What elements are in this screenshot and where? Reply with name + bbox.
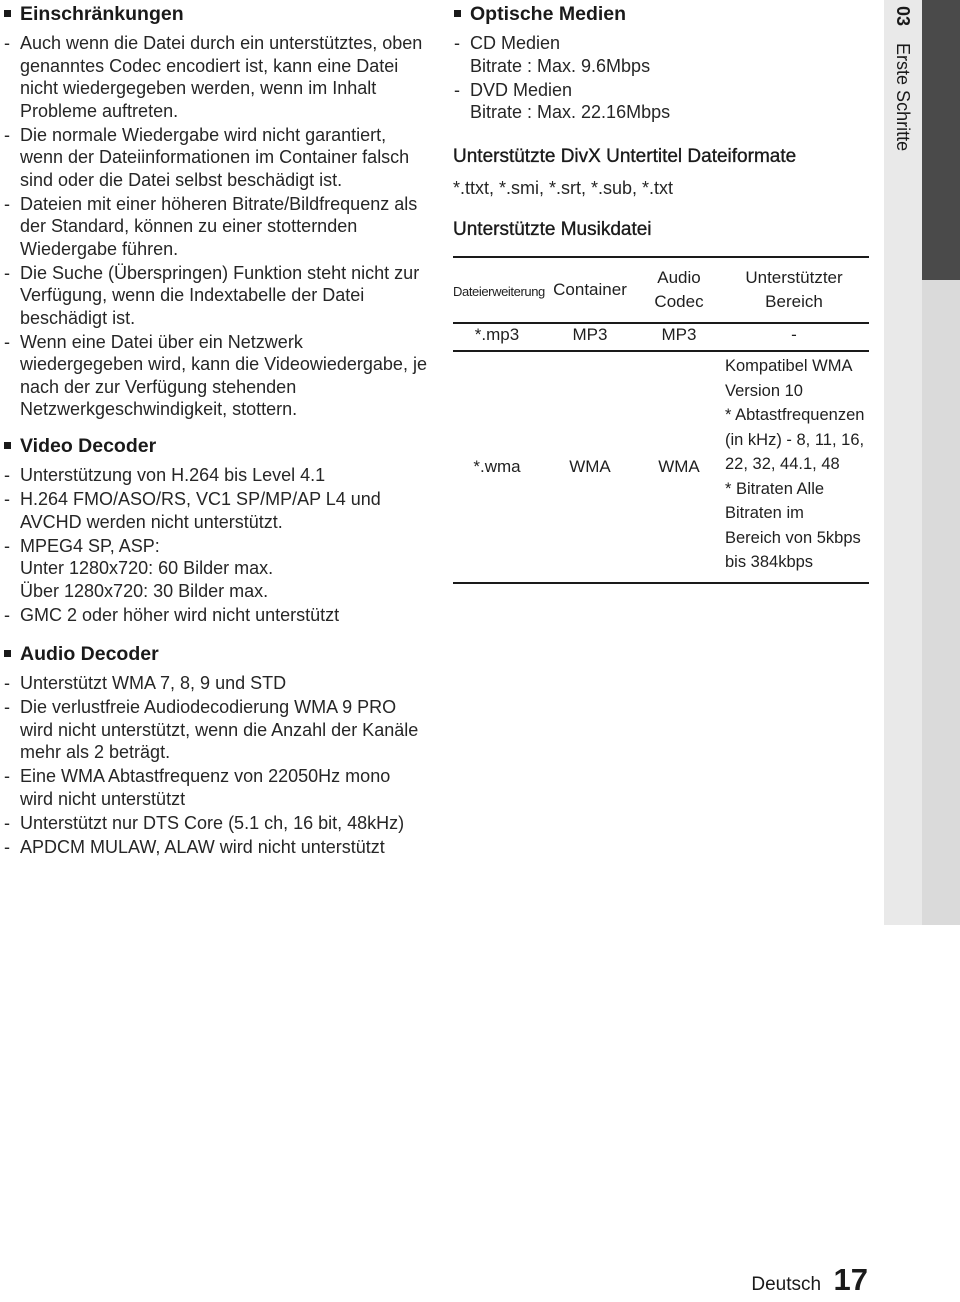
- table-header-extension: Dateierweiterung: [453, 284, 545, 299]
- list-item: - MPEG4 SP, ASP: Unter 1280x720: 60 Bilder max. Über 1280x720: 30 Bilder max.: [2, 535, 427, 603]
- chapter-number: 03: [893, 6, 913, 27]
- section-audio-decoder: [2, 642, 427, 860]
- list-item: - CD Medien Bitrate : Max. 9.6Mbps: [452, 32, 872, 77]
- list-item: - DVD Medien Bitrate : Max. 22.16Mbps: [452, 79, 872, 124]
- section-heading: Audio Decoder: [2, 642, 427, 666]
- footer-language: Deutsch: [751, 1274, 822, 1295]
- cell-container: MP3: [572, 325, 608, 344]
- table-rule: [453, 256, 869, 258]
- list-item: - Unterstützung von H.264 bis Level 4.1: [2, 464, 427, 487]
- list-item: - Die normale Wiedergabe wird nicht garantiert, wenn der Dateiinformationen im Container falsch sind oder die Datei selbst beschädigt ist.: [2, 124, 427, 192]
- cell-container: WMA: [569, 457, 611, 476]
- list-item: - Auch wenn die Datei durch ein unterstütztes, oben genanntes Codec encodiert ist, kann eine Datei nicht wiedergegeben werden, wenn im Inhalt Probleme auftreten.: [2, 32, 427, 122]
- list-item: - Die Suche (Überspringen) Funktion steht nicht zur Verfügung, wenn die Indextabelle der Datei beschädigt ist.: [2, 262, 427, 330]
- section-einschraenkungen: [2, 2, 427, 422]
- chapter-title: Erste Schritte: [893, 43, 913, 152]
- table-header-range: Unterstützter Bereich: [745, 268, 843, 311]
- divx-subtitle-heading: Unterstützte DivX Untertitel Dateiformate: [453, 146, 797, 167]
- list-item: - APDCM MULAW, ALAW wird nicht unterstützt: [2, 836, 427, 859]
- side-tab-label: [891, 6, 915, 186]
- list-item: - H.264 FMO/ASO/RS, VC1 SP/MP/AP L4 und AVCHD werden nicht unterstützt.: [2, 488, 427, 533]
- section-heading: Einschränkungen: [2, 2, 427, 26]
- table-header-container: Container: [553, 280, 627, 299]
- page-number: 17: [833, 1262, 868, 1297]
- list-item: - GMC 2 oder höher wird nicht unterstützt: [2, 604, 427, 627]
- cell-extension: *.wma: [473, 457, 521, 476]
- page-footer: [751, 1262, 868, 1302]
- table-rule: [453, 582, 869, 584]
- list-item: - Unterstützt nur DTS Core (5.1 ch, 16 bit, 48kHz): [2, 812, 427, 835]
- table-rule: [453, 350, 869, 352]
- section-optische-medien: [452, 2, 872, 125]
- table-header-codec: Audio Codec: [654, 268, 704, 311]
- cell-codec: MP3: [661, 325, 697, 344]
- side-tab-dark-strip: [922, 0, 960, 280]
- divx-subtitle-formats: *.ttxt, *.smi, *.srt, *.sub, *.txt: [453, 178, 674, 198]
- music-file-heading: Unterstützte Musikdatei: [453, 219, 652, 240]
- list-item: - Wenn eine Datei über ein Netzwerk wiedergegeben wird, kann die Videowiedergabe, je nach der zur Verfügung stehenden Netzwerkgeschwindigkeit, stottern.: [2, 331, 427, 421]
- cell-extension: *.mp3: [474, 325, 520, 344]
- section-heading: Optische Medien: [452, 2, 872, 26]
- cell-codec: WMA: [658, 457, 700, 476]
- list-item: - Eine WMA Abtastfrequenz von 22050Hz mono wird nicht unterstützt: [2, 765, 427, 810]
- cell-range: Kompatibel WMA Version 10 * Abtastfrequenzen (in kHz) - 8, 11, 16, 22, 32, 44.1, 48 * Bitraten Alle Bitraten im Bereich von 5kbps bis 384kbps: [725, 357, 865, 571]
- list-item: - Die verlustfreie Audiodecodierung WMA 9 PRO wird nicht unterstützt, wenn die Anzahl der Kanäle mehr als 2 beträgt.: [2, 696, 427, 764]
- section-heading: Video Decoder: [2, 434, 427, 458]
- list-item: - Unterstützt WMA 7, 8, 9 und STD: [2, 672, 427, 695]
- cell-range: -: [791, 325, 797, 344]
- list-item: - Dateien mit einer höheren Bitrate/Bildfrequenz als der Standard, können zu einer stotternden Wiedergabe führen.: [2, 193, 427, 261]
- section-video-decoder: [2, 434, 427, 628]
